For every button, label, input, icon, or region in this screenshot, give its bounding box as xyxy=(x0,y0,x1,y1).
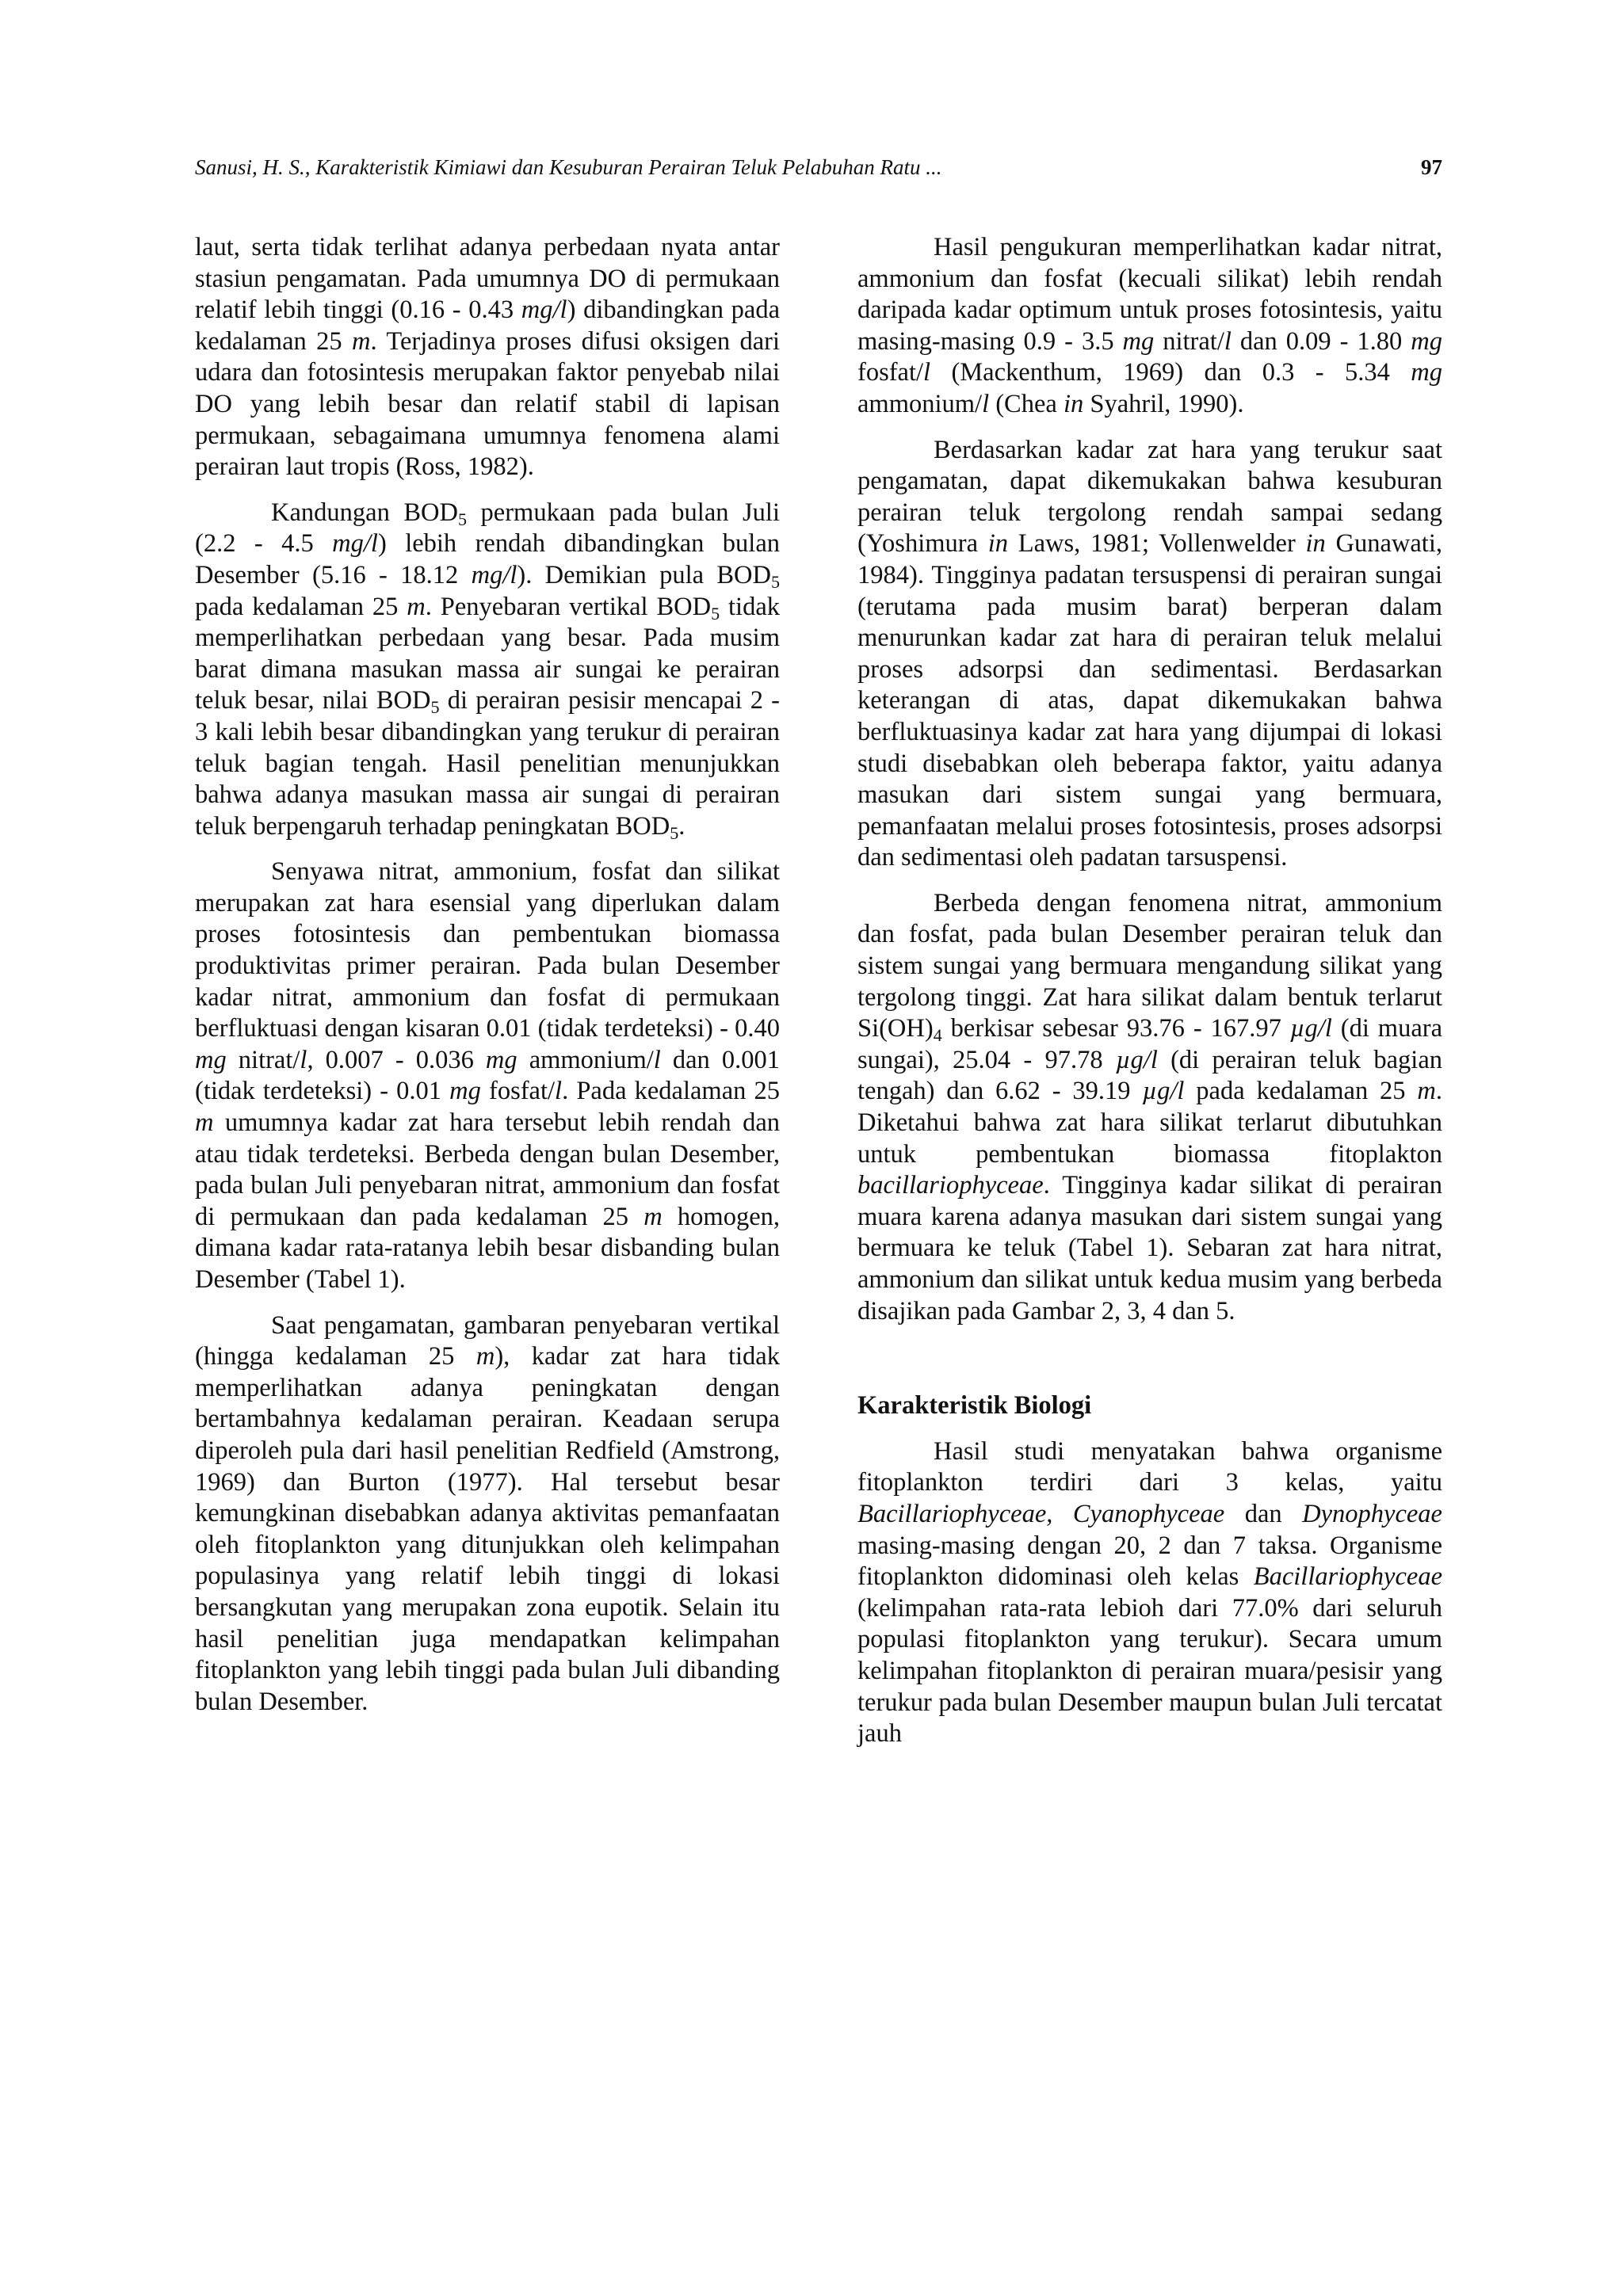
section-body xyxy=(857,1436,1442,1750)
right-column-body xyxy=(857,232,1442,1327)
right-paragraph-1: Hasil pengukuran memperlihatkan kadar nitrat, ammonium dan fosfat (kecuali silikat) lebih rendah daripada kadar optimum untuk proses fotosintesis, yaitu masing-masing 0.9 - 3.5 mg nitrat/l dan 0.09 - 1.80 mg fosfat/l (Mackenthum, 1969) dan 0.3 - 5.34 mg ammonium/l (Chea in Syahril, 1990). xyxy=(857,233,1442,418)
section-heading: Karakteristik Biologi xyxy=(857,1391,1092,1421)
right-paragraph-2: Berdasarkan kadar zat hara yang terukur saat pengamatan, dapat dikemukakan bahwa kesuburan perairan teluk tergolong rendah sampai sedang (Yoshimura in Laws, 1981; Vollenwelder in Gunawati, 1984). Tingginya padatan tersuspensi di perairan sungai (terutama pada musim barat) berperan dalam menurunkan kadar zat hara di perairan teluk melalui proses adsorpsi dan sedimentasi. Berdasarkan keterangan di atas, dapat dikemukakan bahwa berfluktuasinya kadar zat hara yang dijumpai di lokasi studi disebabkan oleh beberapa faktor, yaitu adanya masukan dari sistem sungai yang bermuara, pemanfaatan melalui proses fotosintesis, proses adsorpsi dan sedimentasi oleh padatan tarsuspensi. xyxy=(857,435,1442,872)
left-column xyxy=(195,232,780,1718)
left-paragraph-3: Senyawa nitrat, ammonium, fosfat dan silikat merupakan zat hara esensial yang diperlukan dalam proses fotosintesis dan pembentukan biomassa produktivitas primer perairan. Pada bulan Desember kadar nitrat, ammonium dan fosfat di permukaan berfluktuasi dengan kisaran 0.01 (tidak terdeteksi) - 0.40 mg nitrat/l, 0.007 - 0.036 mg ammonium/l dan 0.001 (tidak terdeteksi) - 0.01 mg fosfat/l. Pada kedalaman 25 m umumnya kadar zat hara tersebut lebih rendah dan atau tidak terdeteksi. Berbeda dengan bulan Desember, pada bulan Juli penyebaran nitrat, ammonium dan fosfat di permukaan dan pada kedalaman 25 m homogen, dimana kadar rata-ratanya lebih besar disbanding bulan Desember (Tabel 1). xyxy=(195,857,781,1294)
right-column xyxy=(857,232,1442,1750)
left-paragraph-2: Kandungan $BOD_5$ permukaan pada bulan Juli (2.2 - 4.5 mg/l) lebih rendah dibandingkan bulan Desember (5.16 - 18.12 mg/l). Demikian pula $BOD_5$ pada kedalaman 25 m. Penyebaran vertikal $BOD_5$ tidak memperlihatkan perbedaan yang besar. Pada musim barat dimana masukan massa air sungai ke perairan teluk besar, nilai $BOD_5$ di perairan pesisir mencapai 2 - 3 kali lebih besar dibandingkan yang terukur di perairan teluk bagian tengah. Hasil penelitian menunjukkan bahwa adanya masukan massa air sungai di perairan teluk berpengaruh terhadap peningkatan $BOD_5$. xyxy=(195,498,781,843)
section-paragraph-1: Hasil studi menyatakan bahwa organisme fitoplankton terdiri dari 3 kelas, yaitu Bacillariophyceae, Cyanophyceae dan Dynophyceae masing-masing dengan 20, 2 dan 7 taksa. Organisme fitoplankton didominasi oleh kelas Bacillariophyceae (kelimpahan rata-rata lebioh dari 77.0% dari seluruh populasi fitoplankton yang terukur). Secara umum kelimpahan fitoplankton di perairan muara/pesisir yang terukur pada bulan Desember maupun bulan Juli tercatat jauh xyxy=(857,1436,1442,1749)
running-title: Sanusi, H. S., Karakteristik Kimiawi dan Kesuburan Perairan Teluk Pelabuhan Ratu ... xyxy=(195,155,942,179)
left-paragraph-4: Saat pengamatan, gambaran penyebaran vertikal (hingga kedalaman 25 m), kadar zat hara tidak memperlihatkan adanya peningkatan dengan bertambahnya kedalaman perairan. Keadaan serupa diperoleh pula dari hasil penelitian Redfield (Amstrong, 1969) dan Burton (1977). Hal tersebut besar kemungkinan disebabkan adanya aktivitas pemanfaatan oleh fitoplankton yang ditunjukkan oleh kelimpahan populasinya yang relatif lebih tinggi di lokasi bersangkutan yang merupakan zona eupotik. Selain itu hasil penelitian juga mendapatkan kelimpahan fitoplankton yang lebih tinggi pada bulan Juli dibanding bulan Desember. xyxy=(195,1310,780,1716)
running-header xyxy=(195,155,1442,187)
left-paragraph-1: laut, serta tidak terlihat adanya perbedaan nyata antar stasiun pengamatan. Pada umumnya DO di permukaan relatif lebih tinggi (0.16 - 0.43 mg/l) dibandingkan pada kedalaman 25 m. Terjadinya proses difusi oksigen dari udara dan fotosintesis merupakan faktor penyebab nilai DO yang lebih besar dan relatif stabil di lapisan permukaan, sebagaimana umumnya fenomena alami perairan laut tropis (Ross, 1982). xyxy=(195,233,780,482)
page-number: 97 xyxy=(1421,155,1442,179)
right-paragraph-3: Berbeda dengan fenomena nitrat, ammonium dan fosfat, pada bulan Desember perairan teluk dan sistem sungai yang bermuara mengandung silikat yang tergolong tinggi. Zat hara silikat dalam bentuk terlarut $Si(OH)_4$ berkisar sebesar 93.76 - 167.97 µg/l (di muara sungai), 25.04 - 97.78 µg/l (di perairan teluk bagian tengah) dan 6.62 - 39.19 µg/l pada kedalaman 25 m. Diketahui bahwa zat hara silikat terlarut dibutuhkan untuk pembentukan biomassa fitoplakton bacillariophyceae. Tingginya kadar silikat di perairan muara karena adanya masukan dari sistem sungai yang bermuara ke teluk (Tabel 1). Sebaran zat hara nitrat, ammonium dan silikat untuk kedua musim yang berbeda disajikan pada Gambar 2, 3, 4 dan 5. xyxy=(857,888,1443,1325)
left-column-body xyxy=(195,232,780,1718)
